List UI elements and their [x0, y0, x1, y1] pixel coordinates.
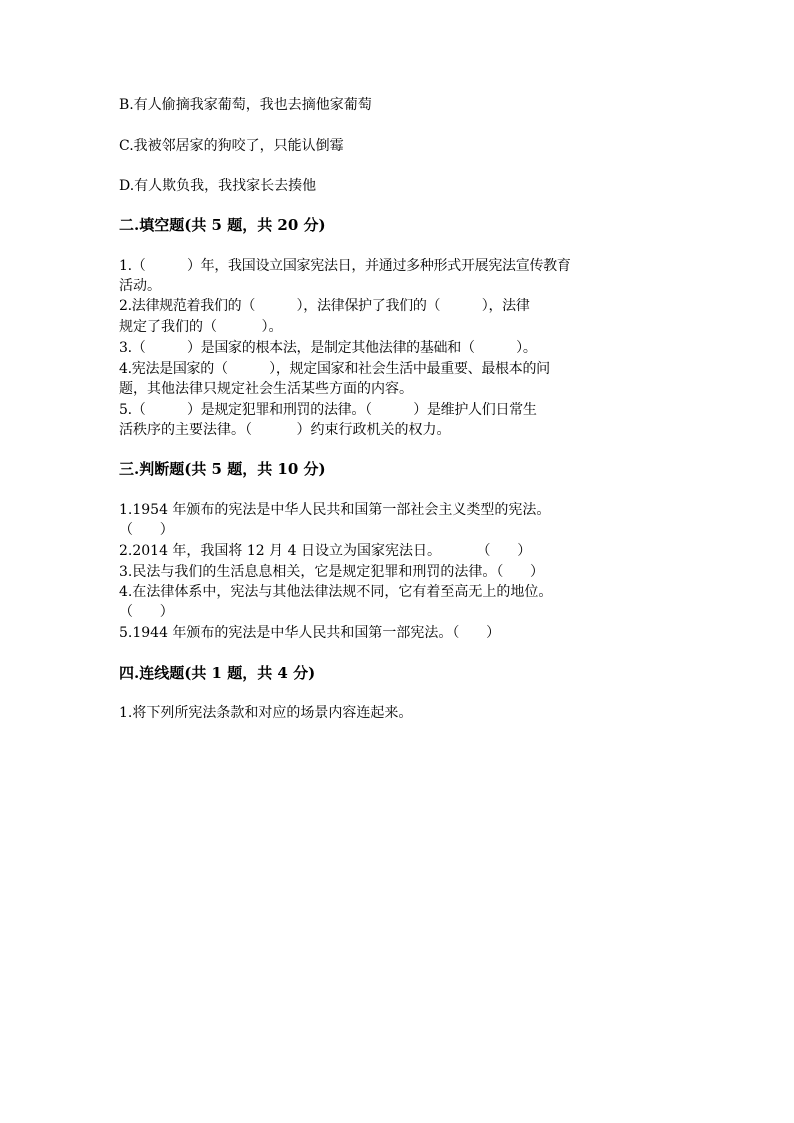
- question-line: 题，其他法律只规定社会生活某些方面的内容。: [119, 381, 413, 397]
- answer-blank: （ ）: [119, 604, 174, 620]
- question-line: 1.1954 年颁布的宪法是中华人民共和国第一部社会主义类型的宪法。: [119, 502, 551, 518]
- section-heading-true-false: 三.判断题(共 5 题，共 10 分): [119, 460, 326, 478]
- question-line: 2.法律规范着我们的（ ），法律保护了我们的（ ），法律: [119, 298, 530, 314]
- question-line: 1.（ ）年，我国设立国家宪法日，并通过多种形式开展宪法宣传教育: [119, 258, 571, 274]
- question-line: 活动。: [119, 278, 161, 294]
- choice-option-c: C.我被邻居家的狗咬了，只能认倒霉: [119, 138, 344, 154]
- section-heading-fill-blank: 二.填空题(共 5 题，共 20 分): [119, 216, 326, 234]
- choice-option-d: D.有人欺负我，我找家长去揍他: [119, 178, 317, 194]
- question-line: 4.在法律体系中，宪法与其他法律法规不同，它有着至高无上的地位。: [119, 584, 553, 600]
- question-line: 2.2014 年，我国将 12 月 4 日设立为国家宪法日。 （ ）: [119, 543, 532, 559]
- question-line: 5.1944 年颁布的宪法是中华人民共和国第一部宪法。（ ）: [119, 625, 501, 641]
- question-line: 4.宪法是国家的（ ），规定国家和社会生活中最重要、最根本的问: [119, 361, 550, 377]
- choice-option-b: B.有人偷摘我家葡萄，我也去摘他家葡萄: [119, 97, 372, 113]
- question-line: 活秩序的主要法律。（ ）约束行政机关的权力。: [119, 422, 451, 438]
- question-line: 3.（ ）是国家的根本法，是制定其他法律的基础和（ ）。: [119, 340, 537, 356]
- section-heading-matching: 四.连线题(共 1 题，共 4 分): [119, 664, 316, 682]
- answer-blank: （ ）: [119, 522, 174, 538]
- question-line: 1.将下列所宪法条款和对应的场景内容连起来。: [119, 705, 413, 721]
- question-line: 5.（ ）是规定犯罪和刑罚的法律。（ ）是维护人们日常生: [119, 402, 537, 418]
- question-line: 3.民法与我们的生活息息相关，它是规定犯罪和刑罚的法律。（ ）: [119, 564, 545, 580]
- question-line: 规定了我们的（ ）。: [119, 319, 283, 335]
